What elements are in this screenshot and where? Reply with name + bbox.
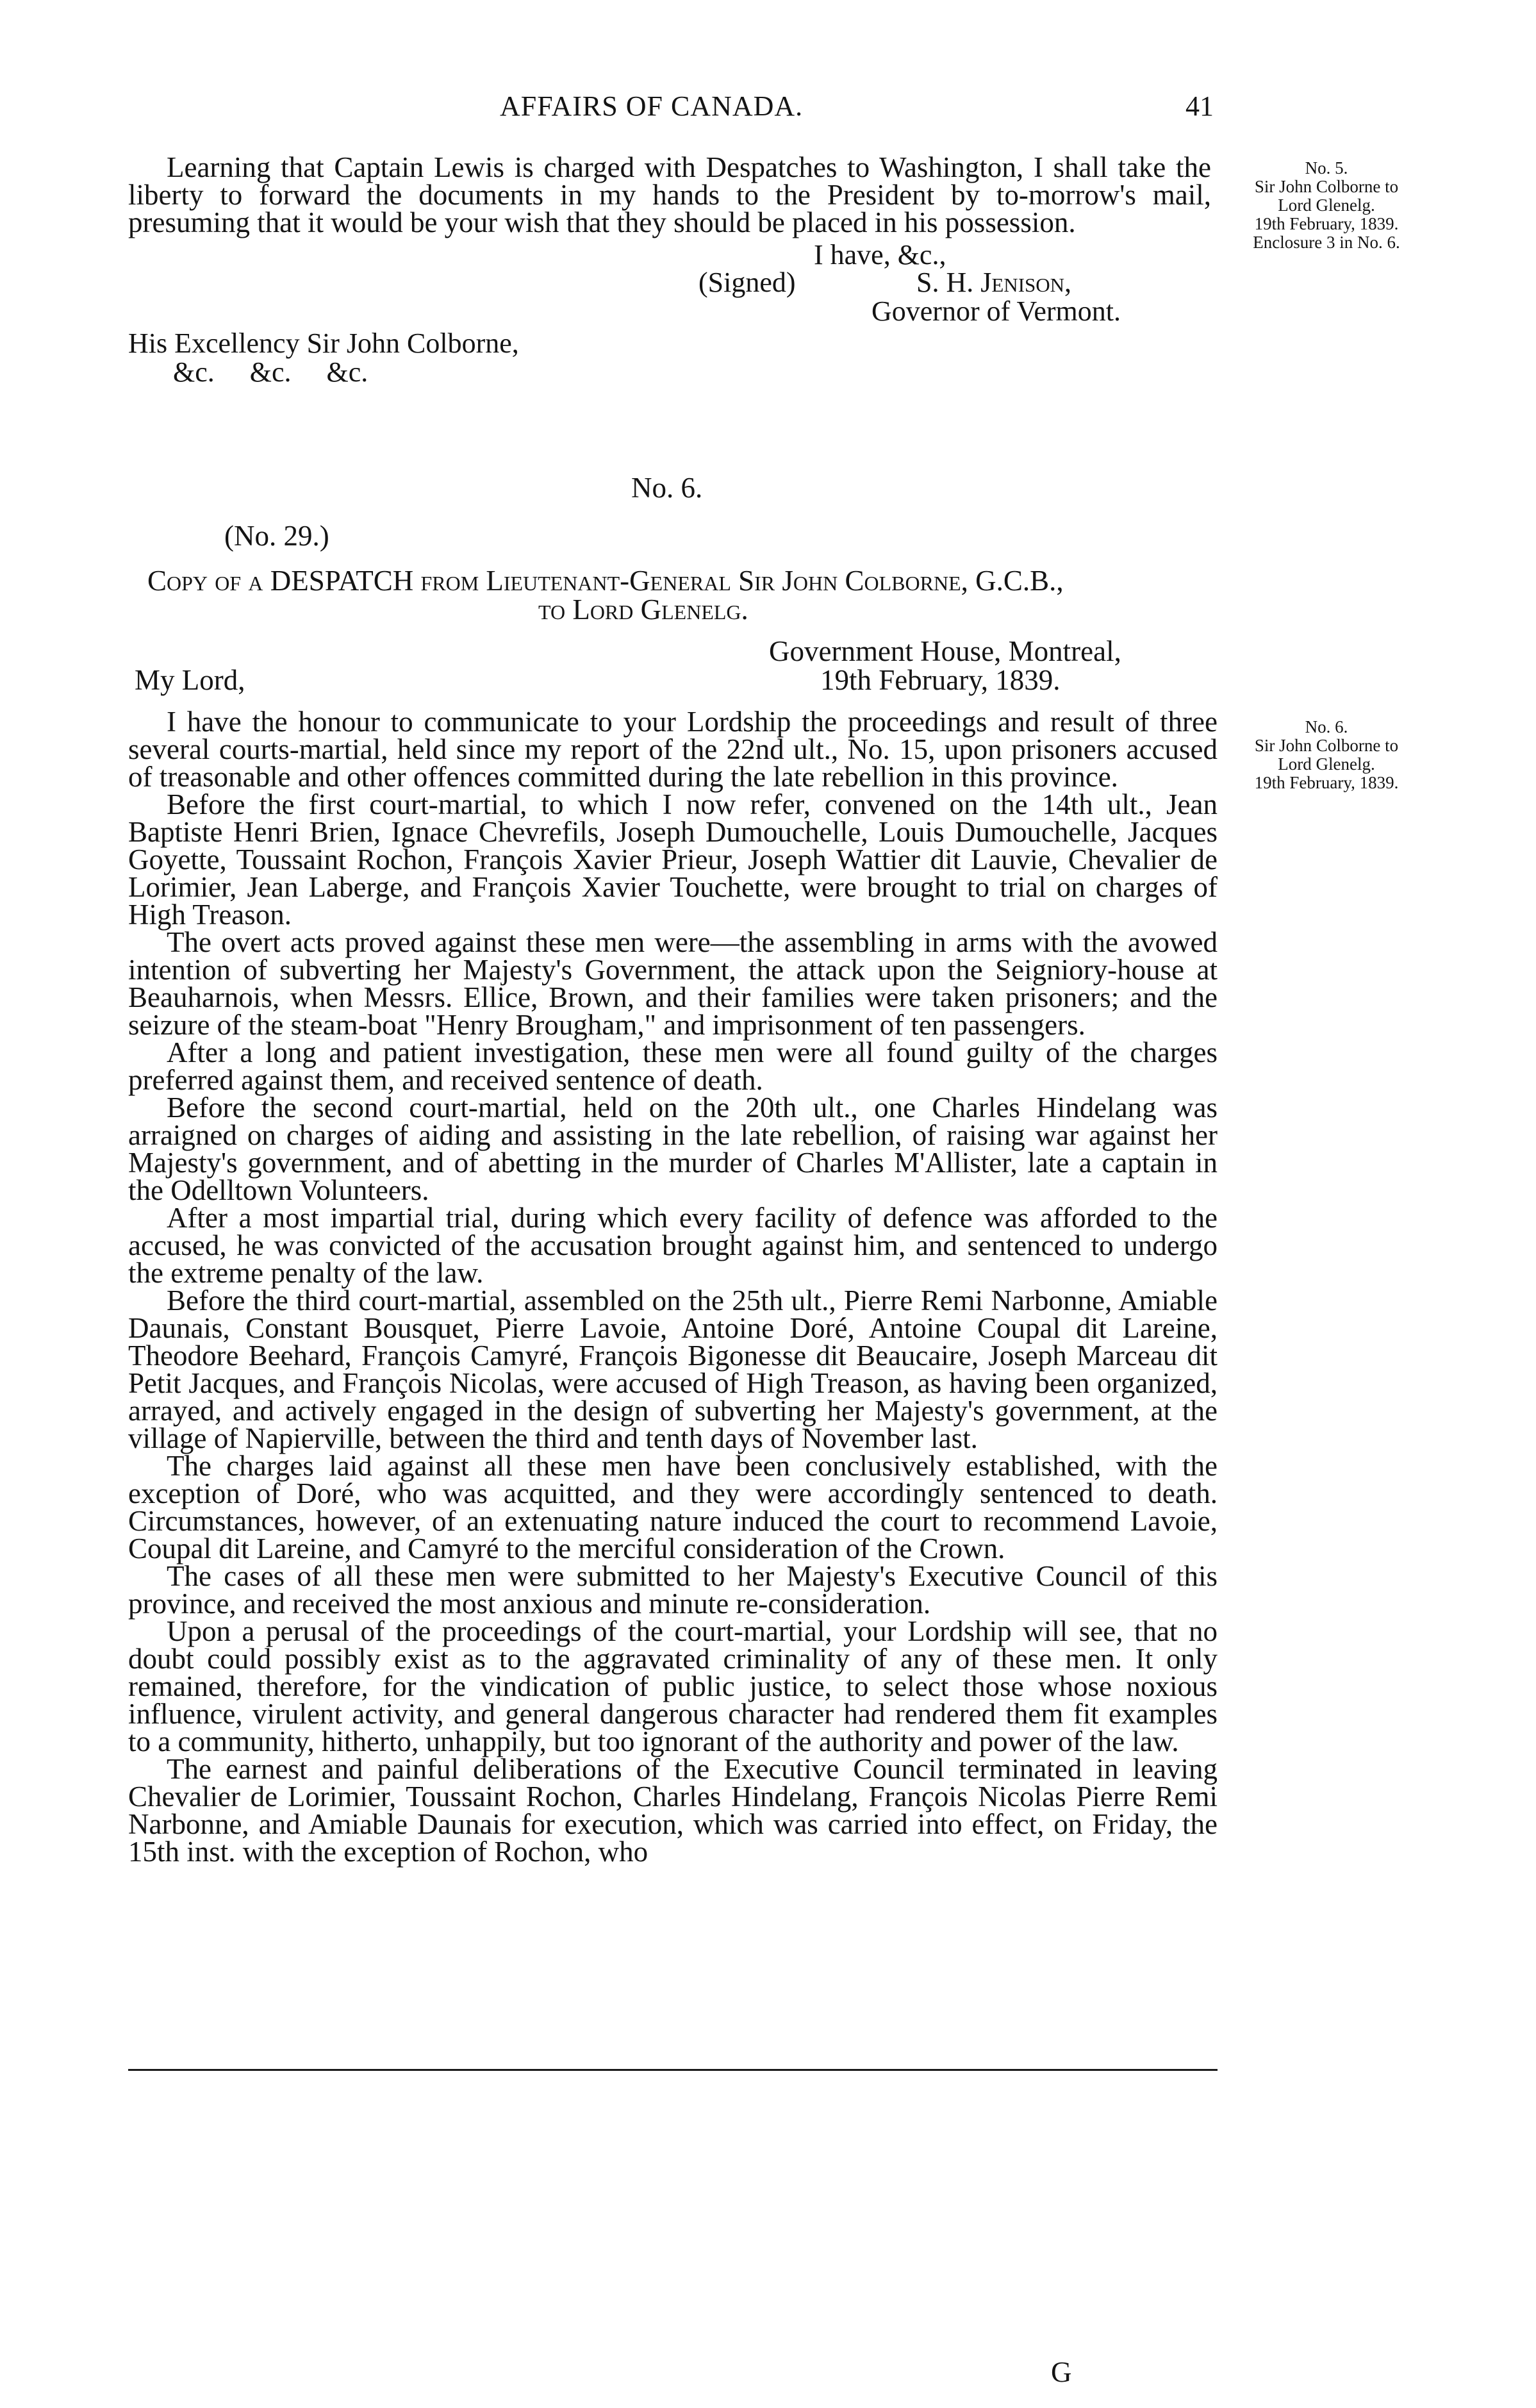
addressee: His Excellency Sir John Colborne, <box>128 328 519 359</box>
letter-paragraph: Learning that Captain Lewis is charged with Despatches to Washington, I shall take the liberty to forward the documents in my hands to the President by to-morrow's mail, presuming that it would be your wish that they should be placed in his possession. <box>128 151 1211 238</box>
strike-rule <box>128 2069 1218 2071</box>
margin-note-number: No. 5. <box>1305 158 1348 178</box>
body-paragraph: The earnest and painful deliberations of the Executive Council terminated in leaving Chevalier de Lorimier, Toussaint Rochon, Charles Hindelang, François Nicolas Pierre Remi Narbonne, and Amiable Daunais for execution, which was carried into effect, on Friday, the 15th inst. with the exception of Rochon, who <box>128 1753 1218 1868</box>
page-number: 41 <box>1185 90 1214 122</box>
margin-note-from: Sir John Colborne to <box>1254 177 1399 196</box>
letter-signer: S. H. Jenison, <box>916 267 1072 298</box>
body-paragraph: I have the honour to communicate to your Lordship the proceedings and result of three several courts-martial, held since my report of the 22nd ult., No. 15, upon prisoners accused of treasonable and other offences committed during the late rebellion in this province. <box>128 706 1218 793</box>
despatch-location: Government House, Montreal, <box>769 635 1121 667</box>
despatch-number: No. 6. <box>631 472 703 504</box>
body-paragraph: The charges laid against all these men have been conclusively established, with the exception of Doré, who was acquitted, and they were accordingly sentenced to death. Circumstances, however, of an extenuating nature induced the court to recommend Lavoie, Coupal dit Lareine, and Camyré to the merciful consideration of the Crown. <box>128 1450 1218 1565</box>
margin-note-enclosure <box>1221 159 1432 252</box>
body-paragraph: After a most impartial trial, during which every facility of defence was afforded to the accused, he was convicted of the accusation brought against him, and sentenced to undergo the extreme penalty of the law. <box>128 1202 1218 1289</box>
body-paragraph: Before the second court-martial, held on the 20th ult., one Charles Hindelang was arraigned on charges of aiding and assisting in the late rebellion, of raising war against her Majesty's government, and of abetting in the murder of Charles M'Allister, late a captain in the Odelltown Volunteers. <box>128 1092 1218 1206</box>
margin-note-date: 19th February, 1839. <box>1254 214 1399 233</box>
despatch-title: Copy of a DESPATCH from Lieutenant-General Sir John Colborne, G.C.B., <box>147 565 1064 597</box>
signed-label: (Signed) <box>698 267 796 298</box>
letter-body <box>128 151 1211 238</box>
margin-note-date: 19th February, 1839. <box>1254 773 1399 792</box>
body-paragraph: The cases of all these men were submitted to her Majesty's Executive Council of this province, and received the most anxious and minute re-consideration. <box>128 1560 1218 1620</box>
margin-note-despatch <box>1221 718 1432 792</box>
margin-note-from: Sir John Colborne to <box>1254 736 1399 755</box>
body-paragraph: After a long and patient investigation, these men were all found guilty of the charges preferred against them, and received sentence of death. <box>128 1036 1218 1096</box>
letter-closing: I have, &c., <box>814 239 946 270</box>
body-paragraph: Before the third court-martial, assembled on the 25th ult., Pierre Remi Narbonne, Amiable Daunais, Constant Bousquet, Pierre Lavoie, Antoine Doré, Antoine Coupal dit Lareine, Theodore Beehard, François Camyré, François Bigonesse dit Beaucaire, Joseph Marceau dit Petit Jacques, and François Nicolas, were accused of High Treason, as having been organized, arrayed, and actively engaged in the design of subverting her Majesty's government, at the village of Napierville, between the third and tenth days of November last. <box>128 1284 1218 1454</box>
signer-title: Governor of Vermont. <box>871 295 1121 327</box>
body-paragraph: Before the first court-martial, to which I now refer, convened on the 14th ult., Jean Baptiste Henri Brien, Ignace Chevrefils, Joseph Dumouchelle, Louis Dumouchelle, Jacques Goyette, Toussaint Rochon, François Xavier Prieur, Joseph Wattier dit Lauvie, Chevalier de Lorimier, Jean Laberge, and François Xavier Touchette, were brought to trial on charges of High Treason. <box>128 788 1218 931</box>
margin-note-to: Lord Glenelg. <box>1278 195 1375 215</box>
margin-note-to: Lord Glenelg. <box>1278 754 1375 774</box>
running-title: AFFAIRS OF CANADA. <box>500 90 804 122</box>
body-paragraph: Upon a perusal of the proceedings of the court-martial, your Lordship will see, that no doubt could possibly exist as to the aggravated criminality of any of these men. It only remained, therefore, for the vindication of public justice, to select those whose noxious influence, virulent activity, and general dangerous character had rendered them fit examples to a community, hitherto, unhappily, but too ignorant of the authority and power of the law. <box>128 1615 1218 1757</box>
margin-note-enclosure-label: Enclosure 3 in No. 6. <box>1253 233 1400 252</box>
addressee-etc: &c. &c. &c. <box>173 356 368 388</box>
despatch-date: 19th February, 1839. <box>820 664 1061 696</box>
signature-mark: G <box>1051 2356 1072 2388</box>
body-paragraph: The overt acts proved against these men were—the assembling in arms with the avowed intention of subverting her Majesty's Government, the attack upon the Seigniory-house at Beauharnois, when Messrs. Ellice, Brown, and their families were taken prisoners; and the seizure of the steam-boat "Henry Brougham," and imprisonment of ten passengers. <box>128 926 1218 1041</box>
despatch-sub-number: (No. 29.) <box>224 520 329 552</box>
despatch-title-recipient: to Lord Glenelg. <box>538 594 748 626</box>
despatch-body <box>128 708 1218 1866</box>
salutation: My Lord, <box>135 664 245 696</box>
page-header <box>0 90 1536 135</box>
margin-note-number: No. 6. <box>1305 717 1348 736</box>
